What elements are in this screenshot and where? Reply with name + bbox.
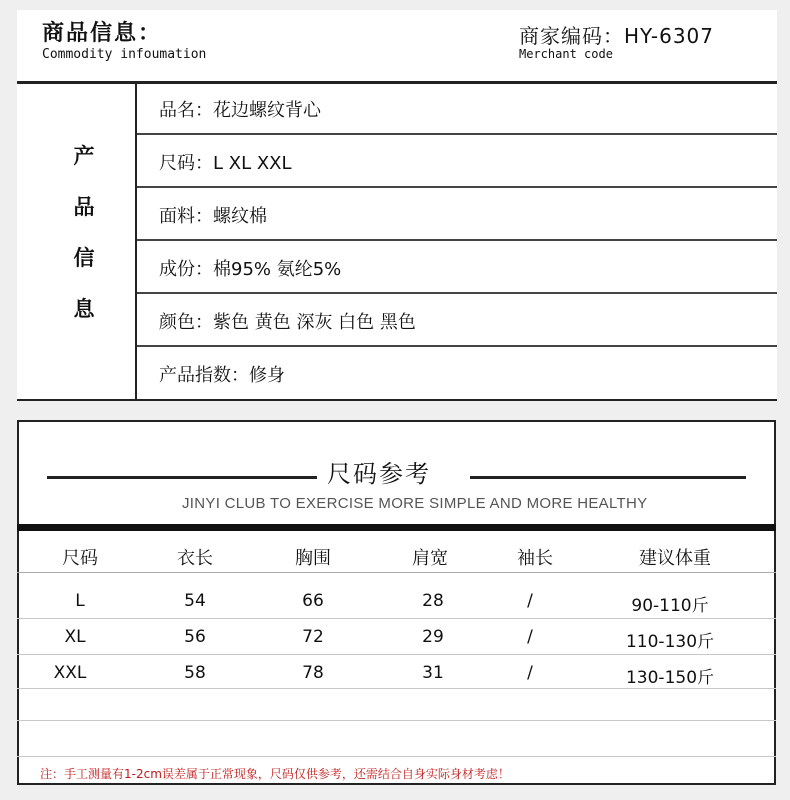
- heading-char: 息: [73, 297, 95, 321]
- table-cell: 56: [184, 627, 206, 647]
- table-cell: 28: [422, 591, 444, 611]
- table-cell: /: [527, 663, 533, 683]
- column-header-sleeve: 袖长: [517, 548, 553, 569]
- title-line-right: [470, 476, 746, 479]
- row-divider: [17, 618, 776, 619]
- table-cell: 72: [302, 627, 324, 647]
- column-header-length: 衣长: [177, 548, 213, 569]
- table-cell: 130-150斤: [625, 668, 715, 688]
- info-row-name: [137, 84, 777, 135]
- table-cell: 29: [422, 627, 444, 647]
- product-info-heading: [60, 140, 108, 344]
- table-cell: 31: [422, 663, 444, 683]
- title-line-left: [47, 476, 317, 479]
- heading-char: 产: [73, 144, 95, 168]
- info-row-text: 面料：螺纹棉: [159, 206, 267, 227]
- info-row-fabric: [137, 190, 777, 241]
- column-header-shoulder: 肩宽: [412, 548, 448, 569]
- heading-char: 信: [73, 246, 95, 270]
- table-cell: /: [527, 591, 533, 611]
- table-cell: L: [75, 591, 85, 611]
- info-row-text: 产品指数：修身: [159, 365, 285, 386]
- column-header-weight: 建议体重: [639, 548, 711, 569]
- info-row-fit: [137, 349, 777, 400]
- table-cell: 66: [302, 591, 324, 611]
- size-chart-slogan: JINYI CLUB TO EXERCISE MORE SIMPLE AND MORE HEALTHY: [182, 495, 648, 512]
- commodity-info-subtitle: Commodity infoumation: [42, 47, 207, 62]
- table-cell: 90-110斤: [631, 596, 709, 616]
- info-row-colors: [137, 296, 777, 347]
- row-divider: [17, 654, 776, 655]
- table-cell: XXL: [53, 663, 87, 683]
- table-cell: 58: [184, 663, 206, 683]
- row-divider: [17, 720, 776, 721]
- merchant-code-subtitle: Merchant code: [519, 47, 613, 61]
- header-divider-line: [17, 572, 776, 573]
- info-row-text: 尺码：L XL XXL: [159, 153, 292, 174]
- column-header-bust: 胸围: [295, 548, 331, 569]
- info-row-text: 成份：棉95% 氨纶5%: [159, 259, 342, 280]
- row-divider: [17, 688, 776, 689]
- measurement-note: 注：手工测量有1-2cm误差属于正常现象，尺码仅供参考，还需结合自身实际身材考虑！: [40, 767, 510, 781]
- info-row-text: 颜色：紫色 黄色 深灰 白色 黑色: [159, 312, 416, 333]
- info-row-size: [137, 137, 777, 188]
- table-cell: 78: [302, 663, 324, 683]
- table-cell: 110-130斤: [625, 632, 715, 652]
- info-row-composition: [137, 243, 777, 294]
- info-row-text: 品名：花边螺纹背心: [159, 100, 321, 121]
- merchant-code: 商家编码：HY-6307: [519, 24, 714, 48]
- column-header-size: 尺码: [62, 548, 98, 569]
- row-divider: [17, 756, 776, 757]
- heading-char: 品: [73, 195, 95, 219]
- size-chart-band: [17, 524, 776, 531]
- table-cell: XL: [64, 627, 86, 647]
- commodity-info-title: 商品信息：: [42, 21, 163, 46]
- size-chart-title: 尺码参考: [327, 460, 431, 488]
- table-cell: /: [527, 627, 533, 647]
- table-cell: 54: [184, 591, 206, 611]
